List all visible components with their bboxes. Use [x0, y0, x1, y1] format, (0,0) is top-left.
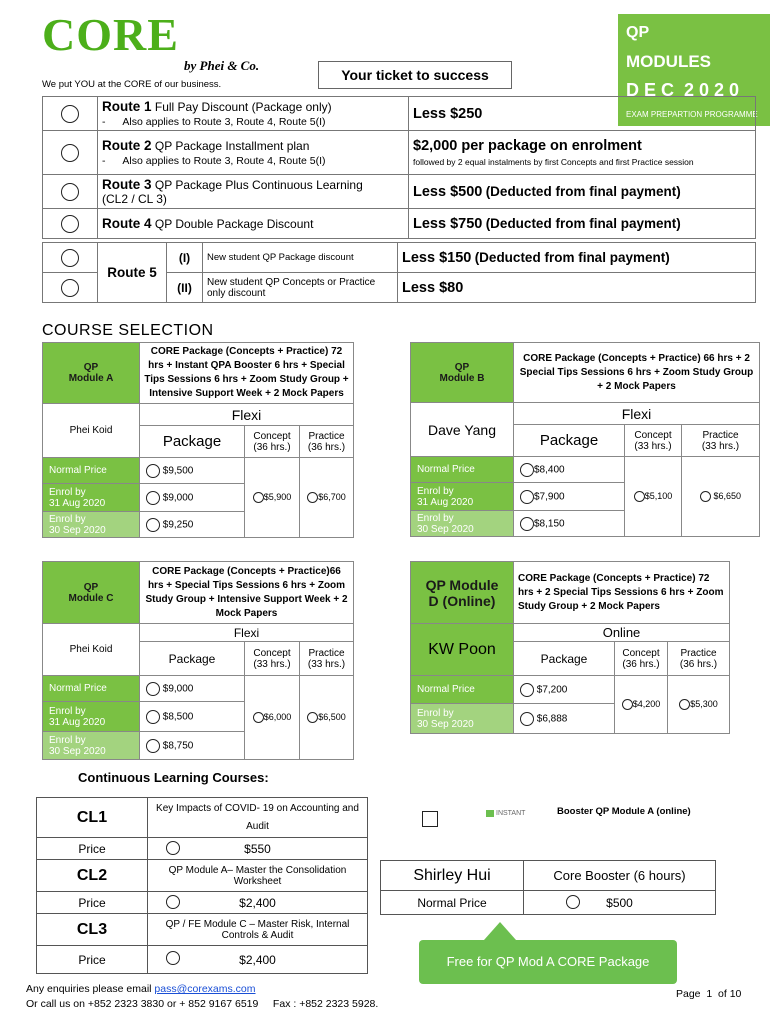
module-c-tutor: Phei Koid — [43, 624, 140, 676]
module-d-radio-concept[interactable] — [622, 699, 633, 710]
module-c-package: Package — [140, 642, 245, 676]
module-c-price-normal: $9,000 — [140, 676, 245, 702]
module-a-package: Package — [140, 426, 245, 458]
cl2-code: CL2 — [37, 860, 148, 892]
module-c-practice-price: $6,500 — [300, 676, 354, 760]
route2-title: Route 2 — [102, 138, 152, 153]
module-a-practice: Practice (36 hrs.) — [300, 426, 354, 458]
module-b-price-sep: $8,150 — [514, 511, 625, 537]
free-callout: Free for QP Mod A CORE Package — [419, 940, 677, 984]
tagline: We put YOU at the CORE of our business. — [42, 79, 222, 90]
module-a-desc: CORE Package (Concepts + Practice) 72 hrs + Instant QPA Booster 6 hrs + Special Tips Sessions 6 hrs + Zoom Study Group + Intensive Support Week + 2 Mock Papers — [140, 343, 354, 404]
cl3-radio[interactable] — [166, 951, 180, 965]
module-b-radio-practice[interactable] — [700, 491, 711, 502]
module-b-concept: Concept (33 hrs.) — [625, 425, 682, 457]
module-c-table — [42, 561, 354, 760]
cl2-price: $2,400 — [148, 892, 368, 914]
cl2-label: Price — [37, 892, 148, 914]
route4-title: Route 4 — [102, 216, 152, 231]
footer-email-link[interactable]: pass@corexams.com — [154, 983, 256, 995]
module-a-radio-practice[interactable] — [307, 492, 318, 503]
qp-banner-line1: QP — [626, 24, 650, 41]
module-b-practice: Practice (33 hrs.) — [682, 425, 760, 457]
module-b-radio-sep[interactable] — [520, 517, 534, 531]
module-d-radio-normal[interactable] — [520, 683, 534, 697]
module-d-row-sep: Enrol by 30 Sep 2020 — [411, 704, 514, 734]
module-d-desc: CORE Package (Concepts + Practice) 72 hrs + 2 Special Tips Sessions 6 hrs + Zoom Study Group + 2 Mock Papers — [514, 562, 730, 624]
module-a-price-sep: $9,250 — [140, 512, 245, 538]
booster-table — [380, 860, 716, 915]
module-d-radio-practice[interactable] — [679, 699, 690, 710]
module-b-radio-concept[interactable] — [634, 491, 645, 502]
module-d-price-sep: $6,888 — [514, 704, 615, 734]
booster-price: $500 — [524, 891, 716, 915]
route1-title: Route 1 — [102, 99, 152, 114]
continuous-table — [36, 797, 368, 974]
module-a-radio-normal[interactable] — [146, 464, 160, 478]
footer-email-line: Any enquiries please email pass@corexams.com — [26, 983, 256, 995]
booster-title: Booster QP Module A (online) — [557, 806, 691, 817]
module-a-concept-price: $5,900 — [245, 458, 300, 538]
route4-discount: Less $750 — [413, 215, 483, 232]
cl2-radio[interactable] — [166, 895, 180, 909]
route2-discount: $2,000 per package on enrolment — [413, 137, 642, 154]
module-b-table — [410, 342, 760, 537]
module-d-radio-sep[interactable] — [520, 712, 534, 726]
module-d-concept: Concept (36 hrs.) — [615, 642, 668, 676]
qp-banner-line4: EXAM PREPARTION PROGRAMME — [626, 110, 758, 119]
module-c-practice: Practice (33 hrs.) — [300, 642, 354, 676]
route5-opt2-num: (II) — [177, 280, 192, 295]
route2-sub: - Also applies to Route 3, Route 4, Route 5(I) — [102, 155, 326, 167]
route2-desc: QP Package Installment plan — [154, 139, 310, 153]
route5-opt1-note: (Deducted from final payment) — [474, 249, 670, 265]
module-b-row-normal: Normal Price — [411, 457, 514, 483]
module-d-package: Package — [514, 642, 615, 676]
module-a-radio-concept[interactable] — [253, 492, 264, 503]
route5-opt1-radio[interactable] — [61, 249, 79, 267]
route2-discount-note: followed by 2 equal instalments by first Concepts and first Practice session — [413, 156, 694, 167]
module-a-radio-sep[interactable] — [146, 518, 160, 532]
module-c-concept-price: $6,000 — [245, 676, 300, 760]
route5-opt1-discount: Less $150 — [402, 249, 472, 266]
module-a-row-normal: Normal Price — [43, 458, 140, 484]
module-c-row-normal: Normal Price — [43, 676, 140, 702]
module-b-price-aug: $7,900 — [514, 483, 625, 511]
booster-tutor: Shirley Hui — [381, 861, 524, 891]
module-d-practice: Practice (36 hrs.) — [668, 642, 730, 676]
cl3-label: Price — [37, 946, 148, 974]
ticket-box: Your ticket to success — [318, 61, 512, 89]
cl1-desc: Key Impacts of COVID- 19 on Accounting and Audit — [148, 798, 368, 838]
route5-opt2-desc: New student QP Concepts or Practice only discount — [207, 276, 376, 299]
module-c-radio-normal[interactable] — [146, 682, 160, 696]
module-c-price-aug: $8,500 — [140, 702, 245, 732]
module-d-mode: Online — [514, 624, 730, 642]
route3-radio[interactable] — [61, 183, 79, 201]
module-c-row-aug: Enrol by 31 Aug 2020 — [43, 702, 140, 732]
module-d-row-normal: Normal Price — [411, 676, 514, 704]
module-c-radio-sep[interactable] — [146, 739, 160, 753]
module-a-row-aug: Enrol by 31 Aug 2020 — [43, 484, 140, 512]
module-a-practice-price: $6,700 — [300, 458, 354, 538]
booster-course: Core Booster (6 hours) — [524, 861, 716, 891]
instant-logo: INSTANT — [486, 810, 525, 817]
route4-radio[interactable] — [61, 215, 79, 233]
module-b-price-normal: $8,400 — [514, 457, 625, 483]
module-c-radio-concept[interactable] — [253, 712, 264, 723]
module-c-name: QP Module C — [43, 562, 140, 624]
route1-sub: - Also applies to Route 3, Route 4, Route 5(I) — [102, 116, 326, 128]
module-b-practice-price: $6,650 — [682, 457, 760, 537]
module-c-row-sep: Enrol by 30 Sep 2020 — [43, 732, 140, 760]
module-d-concept-price: $4,200 — [615, 676, 668, 734]
module-a-row-sep: Enrol by 30 Sep 2020 — [43, 512, 140, 538]
route1-discount: Less $250 — [413, 105, 483, 122]
module-d-price-normal: $7,200 — [514, 676, 615, 704]
route3-sub: (CL2 / CL 3) — [102, 192, 167, 206]
module-b-row-sep: Enrol by 30 Sep 2020 — [411, 511, 514, 537]
cl1-price: $550 — [148, 838, 368, 860]
page-number: Page 1 of 10 — [676, 988, 742, 1000]
route3-discount-note: (Deducted from final payment) — [485, 183, 681, 199]
module-b-radio-aug[interactable] — [520, 490, 534, 504]
route5-opt2-discount: Less $80 — [402, 279, 464, 296]
module-a-name: QP Module A — [43, 343, 140, 404]
logo-text: CORE — [42, 9, 179, 60]
route5-opt1-num: (I) — [178, 250, 191, 265]
cl3-code: CL3 — [37, 914, 148, 946]
module-a-radio-aug[interactable] — [146, 491, 160, 505]
module-a-price-normal: $9,500 — [140, 458, 245, 484]
routes-table — [42, 96, 756, 239]
cl2-desc: QP Module A– Master the Consolidation Worksheet — [148, 860, 368, 892]
module-d-name: QP Module D (Online) — [411, 562, 514, 624]
module-a-table — [42, 342, 354, 538]
route4-discount-note: (Deducted from final payment) — [485, 215, 681, 231]
course-selection-title: COURSE SELECTION — [42, 322, 214, 339]
module-b-radio-normal[interactable] — [520, 463, 534, 477]
route4-desc: QP Double Package Discount — [154, 217, 314, 231]
module-a-concept: Concept (36 hrs.) — [245, 426, 300, 458]
module-b-row-aug: Enrol by 31 Aug 2020 — [411, 483, 514, 511]
logo-by: by Phei & Co. — [184, 58, 260, 73]
booster-radio[interactable] — [566, 895, 580, 909]
route5-title: Route 5 — [107, 265, 157, 280]
module-c-mode: Flexi — [140, 624, 354, 642]
route1-radio[interactable] — [61, 105, 79, 123]
module-b-name: QP Module B — [411, 343, 514, 403]
module-a-tutor: Phei Koid — [43, 404, 140, 458]
module-b-tutor: Dave Yang — [411, 403, 514, 457]
logo — [42, 8, 282, 80]
route3-desc: QP Package Plus Continuous Learning — [154, 178, 363, 192]
module-d-practice-price: $5,300 — [668, 676, 730, 734]
module-a-mode: Flexi — [140, 404, 354, 426]
cl3-desc: QP / FE Module C – Master Risk, Internal Controls & Audit — [148, 914, 368, 946]
qp-banner-line3: D E C 2 0 2 0 — [626, 80, 740, 100]
module-b-mode: Flexi — [514, 403, 760, 425]
cl3-price: $2,400 — [148, 946, 368, 974]
module-b-concept-price: $5,100 — [625, 457, 682, 537]
cl1-code: CL1 — [37, 798, 148, 838]
booster-label: Normal Price — [381, 891, 524, 915]
route2-radio[interactable] — [61, 144, 79, 162]
module-d-table — [410, 561, 730, 734]
route5-opt1-desc: New student QP Package discount — [207, 252, 354, 263]
route3-discount: Less $500 — [413, 183, 483, 200]
module-a-price-aug: $9,000 — [140, 484, 245, 512]
module-c-concept: Concept (33 hrs.) — [245, 642, 300, 676]
route3-title: Route 3 — [102, 177, 152, 192]
route5-opt2-radio[interactable] — [61, 279, 79, 297]
module-c-price-sep: $8,750 — [140, 732, 245, 760]
route1-desc: Full Pay Discount (Package only) — [154, 100, 332, 114]
footer-phone-line: Or call us on +852 2323 3830 or + 852 9167 6519 Fax : +852 2323 5928. — [26, 998, 379, 1010]
continuous-title: Continuous Learning Courses: — [78, 770, 269, 785]
route5-table — [42, 242, 756, 303]
module-c-desc: CORE Package (Concepts + Practice)66 hrs + Special Tips Sessions 6 hrs + Zoom Study Group + Intensive Support Week + 2 Mock Papers — [140, 562, 354, 624]
module-b-desc: CORE Package (Concepts + Practice) 66 hrs + 2 Special Tips Sessions 6 hrs + Zoom Study Group + 2 Mock Papers — [514, 343, 760, 403]
cl1-radio[interactable] — [166, 841, 180, 855]
module-c-radio-aug[interactable] — [146, 710, 160, 724]
module-d-tutor: KW Poon — [411, 624, 514, 676]
free-callout-arrow — [484, 922, 516, 940]
booster-checkbox[interactable] — [422, 811, 438, 827]
module-b-package: Package — [514, 425, 625, 457]
cl1-label: Price — [37, 838, 148, 860]
module-c-radio-practice[interactable] — [307, 712, 318, 723]
qp-banner-line2: MODULES — [626, 52, 711, 71]
